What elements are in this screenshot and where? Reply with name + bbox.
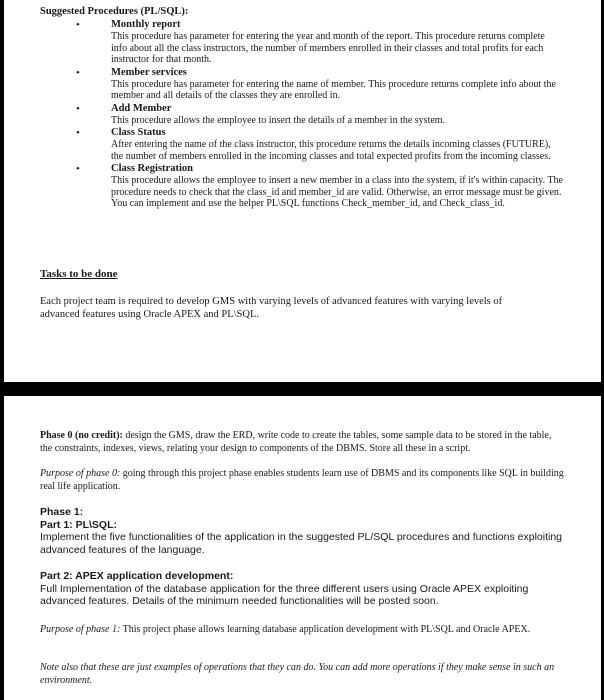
list-item xyxy=(76,127,563,162)
list-item xyxy=(76,19,563,66)
list-item xyxy=(76,163,563,210)
phase1-label: Phase 1: xyxy=(40,506,84,518)
procedure-description: This procedure allows the employee to insert the details of a member in the system. xyxy=(111,114,446,126)
bullet-icon: • xyxy=(76,19,80,31)
procedures-title: Suggested Procedures (PL/SQL): xyxy=(40,6,189,17)
bullet-icon: • xyxy=(76,163,80,175)
procedure-name: Add Member xyxy=(111,102,172,114)
page-border-left xyxy=(0,0,4,382)
part2-block xyxy=(40,570,564,608)
list-item xyxy=(76,102,563,127)
procedure-name: Member services xyxy=(111,66,187,78)
phase0-text: design the GMS, draw the ERD, write code to create the tables, some sample data to be stored in the table, the constraints, indexes, views, relating your design to components of the DBMS. Store all these in a script. xyxy=(40,430,552,454)
phase0-purpose-text: going through this project phase enables students learn use of DBMS and its components like SQL in building real life application. xyxy=(40,468,564,492)
phase1-purpose-text: This project phase allows learning database application development with PL\SQL and Oracle APEX. xyxy=(120,624,531,635)
part2-label: Part 2: APEX application development: xyxy=(40,570,234,582)
procedure-description: This procedure has parameter for entering the year and month of the report. This procedure returns complete info about all the class instructors, the number of members enrolled in their classes and total profits for each instructor for that month. xyxy=(111,31,545,65)
part2-text: Full Implementation of the database application for the three different users using Oracle APEX exploiting advanced features. Details of the minimum needed functionalities will be posted soon. xyxy=(40,582,529,607)
phase0-paragraph xyxy=(40,430,564,455)
procedure-description: This procedure has parameter for entering the name of member. This procedure returns complete info about the member and all details of the classes they are enrolled in. xyxy=(111,78,556,101)
part1-label: Part 1: PL\SQL: xyxy=(40,518,118,531)
bullet-icon: • xyxy=(76,66,80,79)
procedure-description: This procedure allows the employee to insert a new member in a class into the system, if it's within capacity. The procedure needs to check that the class_id and member_id are valid. Otherwise, an error message must be given. You can implement and use the helper PL\SQL functions Check_member_id, and Check_class_id. xyxy=(111,175,563,209)
tasks-heading: Tasks to be done xyxy=(40,268,118,280)
note-text: Note also that these are just examples of operations that they can do. You can add more operations if they make sense in such an environment. xyxy=(40,662,555,686)
procedure-name: Class Status xyxy=(111,127,166,138)
procedure-name: Class Registration xyxy=(111,163,193,174)
tasks-text: Each project team is required to develop GMS with varying levels of advanced features with varying levels of advanced features using Oracle APEX and PL\SQL. xyxy=(40,296,503,320)
procedure-description: After entering the name of the class instructor, this procedure returns the details incoming classes (FUTURE), the number of members enrolled in the incoming classes and total expected profits from the incoming classes. xyxy=(111,139,551,162)
procedures-list xyxy=(76,19,563,211)
part1-text: Implement the five functionalities of the application in the suggested PL/SQL procedures and functions exploiting advanced features of the language. xyxy=(40,531,563,556)
phase0-purpose-label: Purpose of phase 0: xyxy=(40,468,121,479)
document-page-2 xyxy=(0,396,604,700)
phase1-block xyxy=(40,506,564,556)
bullet-icon: • xyxy=(76,127,80,139)
phase0-purpose xyxy=(40,468,564,493)
procedure-name: Monthly report xyxy=(111,19,181,30)
phase1-purpose-label: Purpose of phase 1: xyxy=(40,624,121,635)
list-item xyxy=(76,66,563,102)
page-separator xyxy=(0,382,604,396)
page-border-left xyxy=(0,396,4,700)
bullet-icon: • xyxy=(76,102,80,115)
phase0-label: Phase 0 (no credit): xyxy=(40,430,123,441)
phase1-purpose xyxy=(40,624,564,637)
